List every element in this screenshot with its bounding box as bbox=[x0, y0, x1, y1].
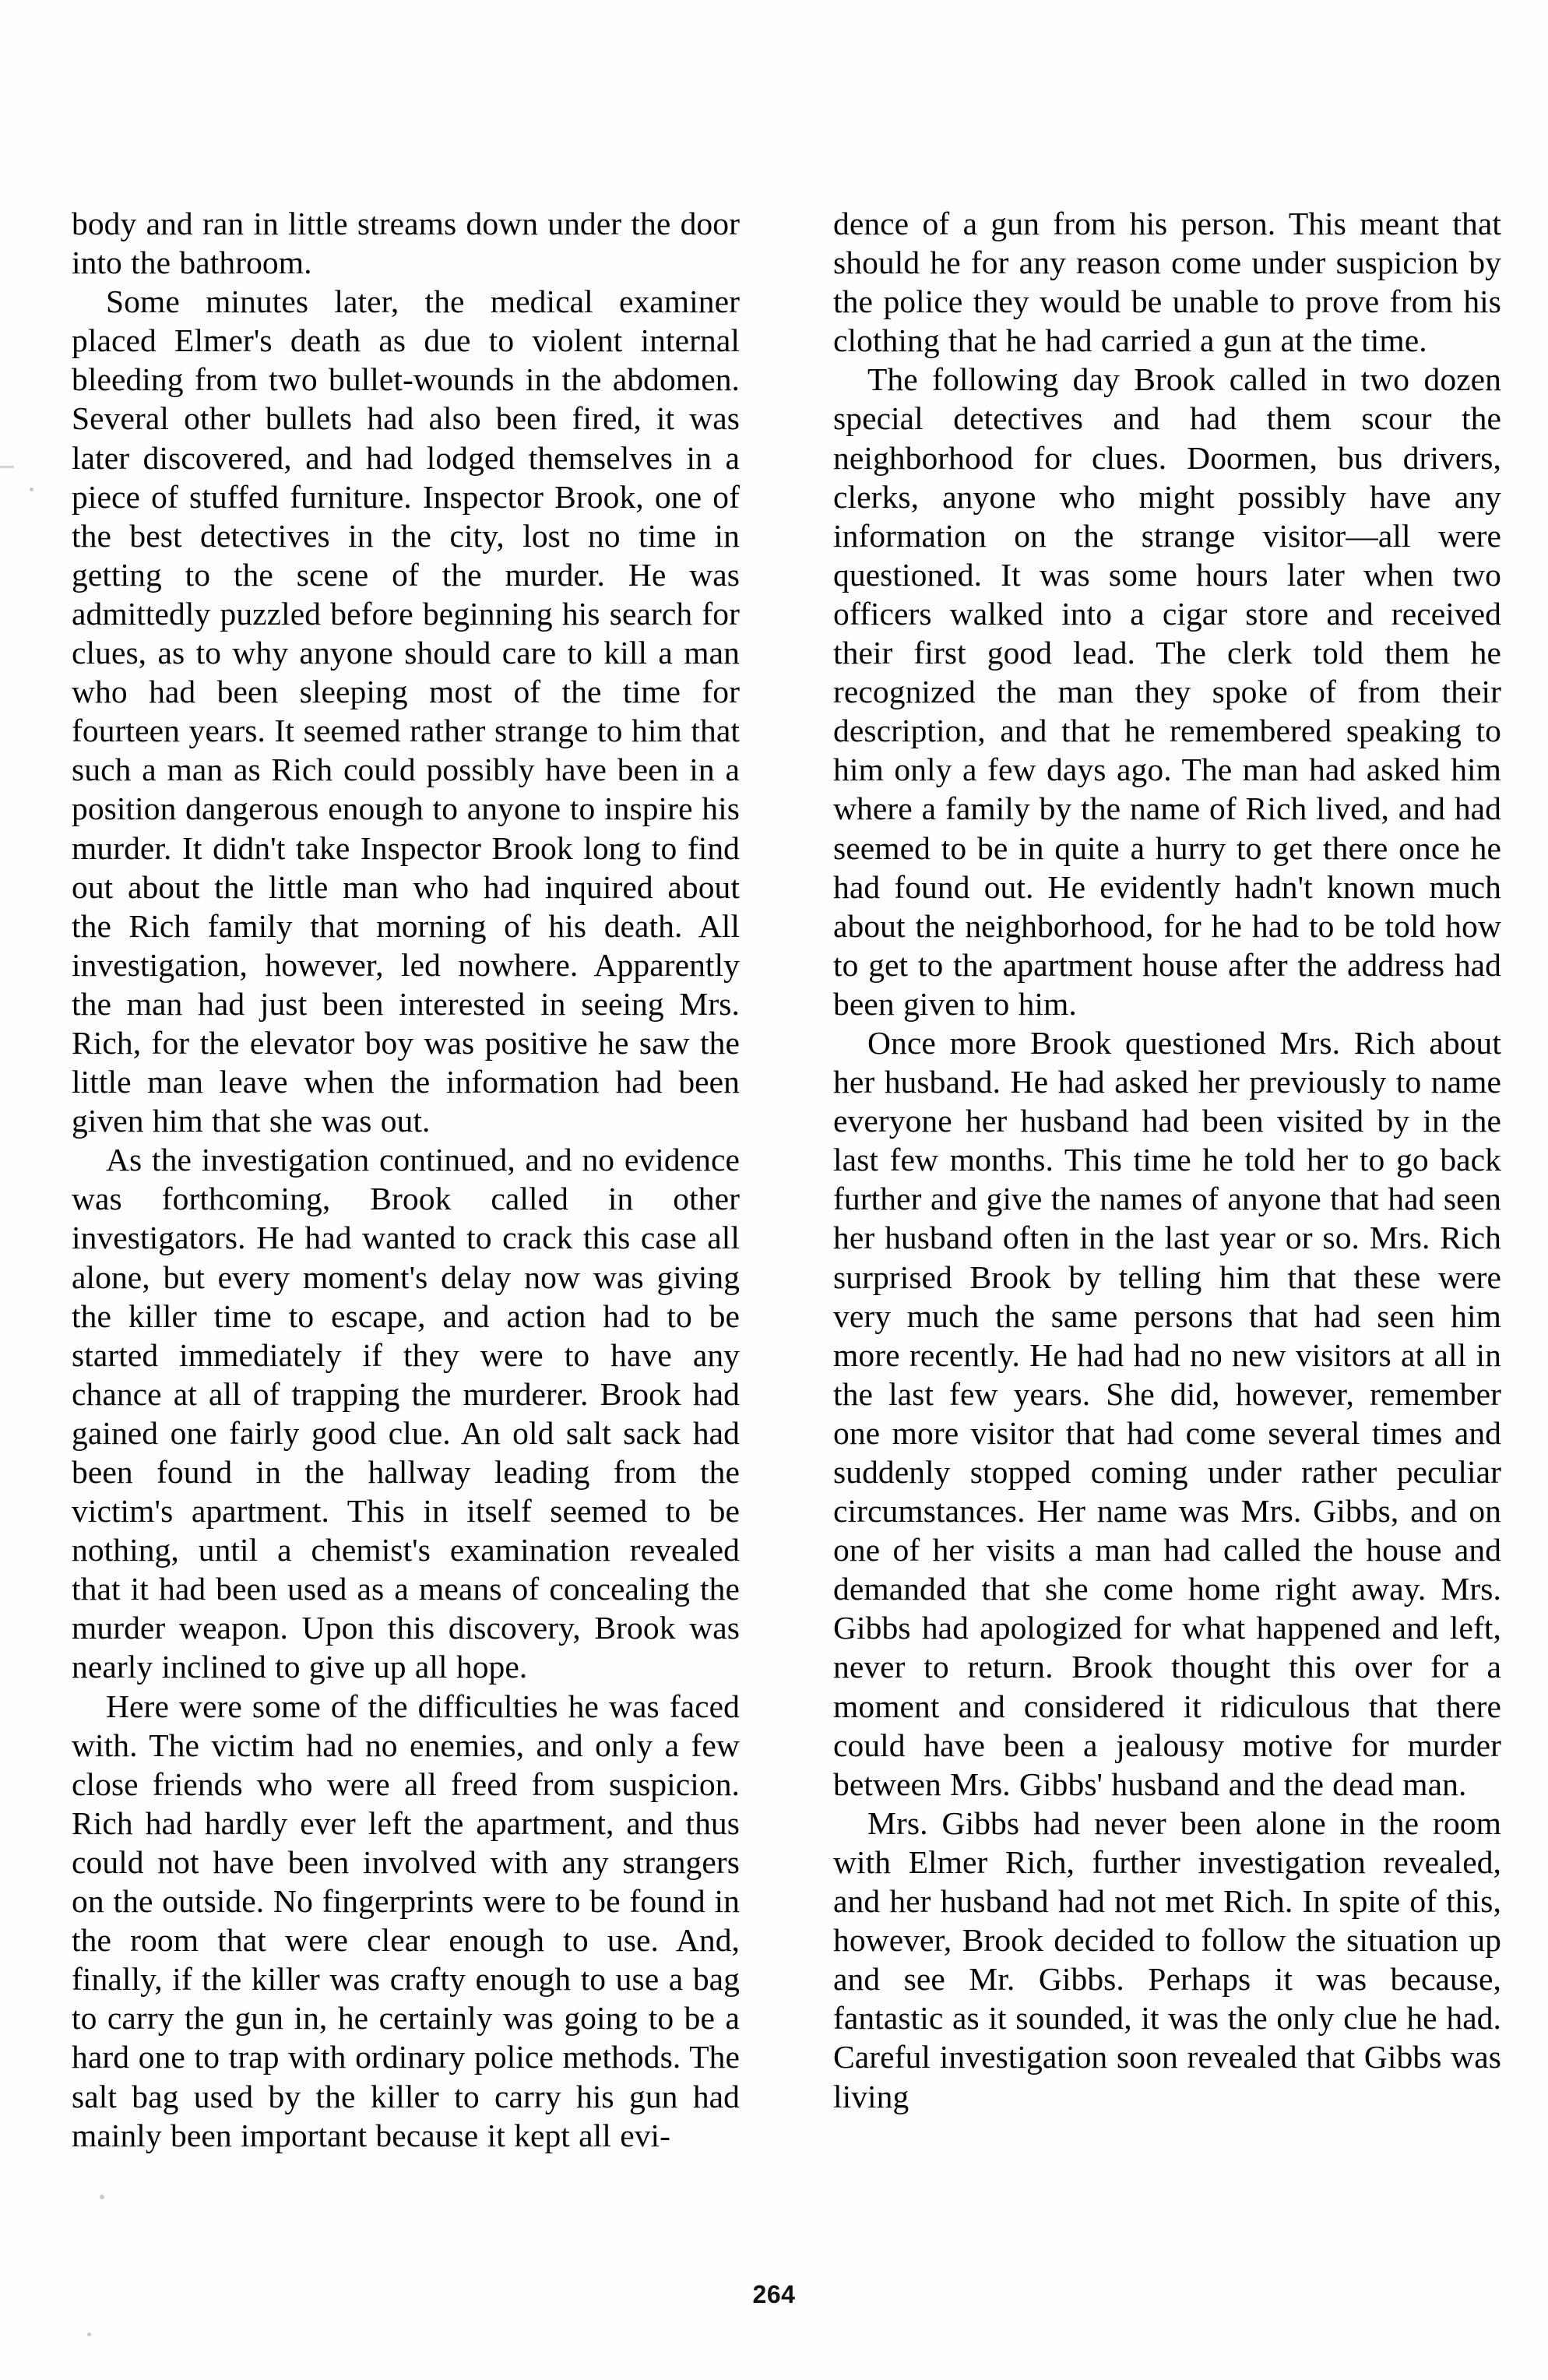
column-right bbox=[833, 204, 1501, 2116]
scan-speck bbox=[87, 2332, 91, 2336]
paragraph: Mrs. Gibbs had never been alone in the room with Elmer Rich, further investigation revealed, and her husband had not met Rich. In spite of this, however, Brook decided to follow the situation up and see Mr. Gibbs. Perhaps it was because, fantastic as it sounded, it was the only clue he had. Careful investigation soon revealed that Gibbs was living bbox=[833, 1804, 1501, 2114]
paragraph: dence of a gun from his person. This meant that should he for any reason come under suspicion by the police they would be unable to prove from his clothing that he had carried a gun at the time. bbox=[833, 206, 1501, 359]
paragraph: Some minutes later, the medical examiner placed Elmer's death as due to violent internal bleeding from two bullet-wounds in the abdomen. Several other bullets had also been fired, it was later discovered, and had lodged themselves in a piece of stuffed furniture. Inspector Brook, one of the best detectives in the city, lost no time in getting to the scene of the murder. He was admittedly puzzled before beginning his search for clues, as to why anyone should care to kill a man who had been sleeping most of the time for fourteen years. It seemed rather strange to him that such a man as Rich could possibly have been in a position dangerous enough to anyone to inspire his murder. It didn't take Inspector Brook long to find out about the little man who had inquired about the Rich family that morning of his death. All investigation, however, led nowhere. Apparently the man had just been interested in seeing Mrs. Rich, for the elevator boy was positive he saw the little man leave when the information had been given him that she was out. bbox=[72, 283, 740, 1139]
column-left bbox=[72, 204, 740, 2155]
paragraph: Once more Brook questioned Mrs. Rich about her husband. He had asked her previously to name everyone her husband had been visited by in the last few months. This time he told her to go back further and give the names of anyone that had seen her husband often in the last year or so. Mrs. Rich surprised Brook by telling him that these were very much the same persons that had seen him more recently. He had had no new visitors at all in the last few years. She did, however, remember one more visitor that had come several times and suddenly stopped coming under rather peculiar circumstances. Her name was Mrs. Gibbs, and on one of her visits a man had called the house and demanded that she come home right away. Mrs. Gibbs had apologized for what happened and left, never to return. Brook thought this over for a moment and considered it ridiculous that there could have been a jealousy motive for murder between Mrs. Gibbs' husband and the dead man. bbox=[833, 1024, 1501, 1802]
page-number: 264 bbox=[752, 2280, 796, 2308]
paragraph: Here were some of the difficulties he was faced with. The victim had no enemies, and only a few close friends who were all freed from suspicion. Rich had hardly ever left the apartment, and thus could not have been involved with any strangers on the outside. No fingerprints were to be found in the room that were clear enough to use. And, finally, if the killer was crafty enough to use a bag to carry the gun in, he certainly was going to be a hard one to trap with ordinary police methods. The salt bag used by the killer to carry his gun had mainly been important because it kept all evi- bbox=[72, 1688, 740, 2153]
text-columns bbox=[72, 204, 1501, 2182]
scan-speck bbox=[30, 488, 33, 491]
paragraph: As the investigation continued, and no evidence was forthcoming, Brook called in other investigators. He had wanted to crack this case all alone, but every moment's delay now was giving the killer time to escape, and action had to be started immediately if they were to have any chance at all of trapping the murderer. Brook had gained one fairly good clue. An old salt sack had been found in the hallway leading from the victim's apartment. This in itself seemed to be nothing, until a chemist's examination revealed that it had been used as a means of concealing the murder weapon. Upon this discovery, Brook was nearly inclined to give up all hope. bbox=[72, 1142, 740, 1685]
paragraph: The following day Brook called in two dozen special detectives and had them scour the neighborhood for clues. Doormen, bus drivers, clerks, anyone who might possibly have any information on the strange visitor—all were questioned. It was some hours later when two officers walked into a cigar store and received their first good lead. The clerk told them he recognized the man they spoke of from their description, and that he remembered speaking to him only a few days ago. The man had asked him where a family by the name of Rich lived, and had seemed to be in quite a hurry to get there once he had found out. He evidently hadn't known much about the neighborhood, for he had to be told how to get to the apartment house after the address had been given to him. bbox=[833, 361, 1501, 1022]
scan-speck bbox=[100, 2195, 104, 2199]
paragraph: body and ran in little streams down under the door into the bathroom. bbox=[72, 206, 740, 281]
scan-edge-artifact bbox=[0, 466, 14, 468]
